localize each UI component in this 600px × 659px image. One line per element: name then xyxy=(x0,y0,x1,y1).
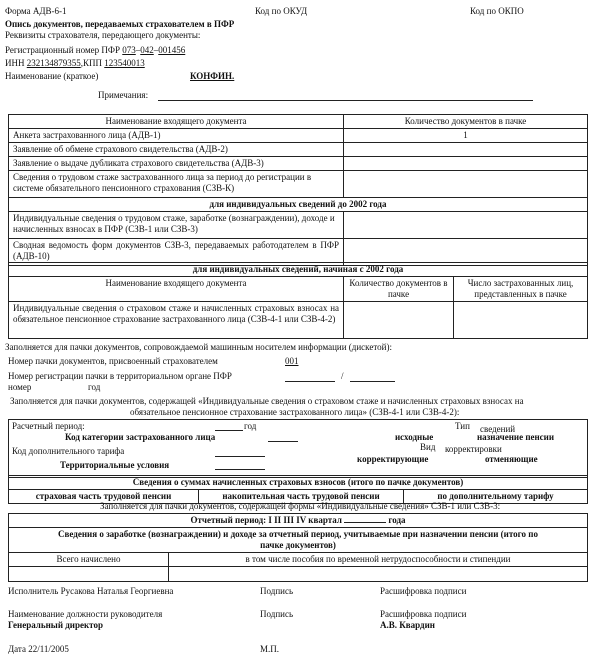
col-header-doc-2002: Наименование входящего документа xyxy=(9,277,344,302)
insurance-part: страховая часть трудовой пенсии xyxy=(9,490,199,504)
szv4-intro-line2: обязательное пенсионное страхование застрахованного лица» (СЗВ-4-1 или СЗВ-4-2): xyxy=(130,407,460,417)
sums-table xyxy=(8,475,588,504)
benefits-value xyxy=(169,567,588,582)
col-header-count-2002: Количество документов в пачке xyxy=(344,277,454,302)
col-header-count: Количество документов в пачке xyxy=(344,115,588,129)
reg-number-label: Регистрационный номер ПФР xyxy=(5,45,121,55)
reg-number-part1: 073 xyxy=(122,45,136,55)
table-row xyxy=(9,212,588,239)
table-row xyxy=(9,302,588,339)
funded-part: накопительная часть трудовой пенсии xyxy=(199,490,404,504)
row-doc-name: Индивидуальные сведения о трудовом стаже, заработке (вознаграждении), доходе и начисленных взносах в ПФР (СЗВ-1 или СЗВ-3) xyxy=(9,212,344,239)
reg-pack-slash: / xyxy=(341,371,344,381)
head-position-value: Генеральный директор xyxy=(8,620,103,630)
kpp-label: КПП xyxy=(83,58,103,68)
reporting-period-label: Отчетный период: I II III IV квартал xyxy=(190,515,342,525)
reg-pack-label: Номер регистрации пачки в территориальном органе ПФР xyxy=(8,371,232,381)
diskette-intro: Заполняется для пачки документов, сопровождаемой машинным носителем информации (дискетой): xyxy=(5,342,392,352)
period-year-label: год xyxy=(244,421,257,431)
col-header-doc: Наименование входящего документа xyxy=(9,115,344,129)
col-header-persons: Число застрахованных лиц, представленных в пачке xyxy=(454,277,588,302)
okud-label: Код по ОКУД xyxy=(255,6,308,16)
earnings-table xyxy=(8,513,588,582)
szv4-intro-line1: Заполняется для пачки документов, содержащей «Индивидуальные сведения о страховом стаже и начисленных страховых взносах на xyxy=(10,396,524,406)
inn-row: ИНН 232134879355,КПП 123540013 xyxy=(5,58,145,68)
head-name: А.В. Квардин xyxy=(380,620,435,630)
notes-line xyxy=(158,100,533,101)
reg-number-row: Регистрационный номер ПФР 073–042–001456 xyxy=(5,45,186,55)
row-doc-name: Сводная ведомость форм документов СЗВ-3, передаваемых работодателем в ПФР (АДВ-10) xyxy=(9,239,344,266)
document-date: Дата 22/11/2005 xyxy=(8,644,69,654)
row-doc-count: 1 xyxy=(344,129,588,143)
benefits-label: в том числе пособия по временной нетрудоспособности и стипендии xyxy=(169,553,588,567)
row-doc-count xyxy=(344,157,588,171)
row-doc-name: Анкета застрахованного лица (АДВ-1) xyxy=(9,129,344,143)
inn-value: 232134879355 xyxy=(26,58,81,68)
category-label: Код категории застрахованного лица xyxy=(65,432,216,442)
requisites-label: Реквизиты страхователя, передающего документы: xyxy=(5,30,201,40)
table-row xyxy=(9,171,588,198)
earnings-title: Сведения о заработке (вознаграждении) и доходе за отчетный период, учитываемые при назначении пенсии (итого по пачке документов) xyxy=(9,528,588,553)
sums-title: Сведения о суммах начисленных страховых взносов (итого по пачке документов) xyxy=(9,476,588,490)
reporting-year-line xyxy=(344,522,386,523)
reg-number-part3: 001456 xyxy=(158,45,186,55)
signature-label-2: Подпись xyxy=(260,609,294,619)
reporting-year-label: года xyxy=(388,515,406,525)
name-label: Наименование (краткое) xyxy=(5,71,99,81)
row-doc-name: Заявление об обмене страхового свидетельства (АДВ-2) xyxy=(9,143,344,157)
szv1-intro: Заполняется для пачки документов, содержащей формы «Индивидуальные сведения» СЗВ-1 или СЗВ-3: xyxy=(100,501,501,511)
svedeniy-label: сведений xyxy=(480,424,516,434)
row-doc-count xyxy=(344,171,588,198)
form-code: Форма АДВ-6-1 xyxy=(5,6,67,16)
territorial-label: Территориальные условия xyxy=(60,460,170,470)
dop-tariff-label: Код дополнительного тарифа xyxy=(12,446,125,456)
pack-number-label: Номер пачки документов, присвоенный страхователем xyxy=(8,356,218,366)
total-accrued-value xyxy=(9,567,169,582)
decode-label-2: Расшифровка подписи xyxy=(380,609,467,619)
row-doc-name: Сведения о трудовом стаже застрахованного лица за период до регистрации в системе обязательного пенсионного страхования (СЗВ-К) xyxy=(9,171,344,198)
otmenyayuschie-label: отменяющие xyxy=(485,454,538,464)
row-doc-count xyxy=(344,212,588,239)
row-doc-count xyxy=(344,143,588,157)
reg-pack-number-label: номер xyxy=(8,382,32,392)
iskhodnye-label: исходные xyxy=(395,432,434,442)
documents-table xyxy=(8,114,588,266)
row-doc-name: Заявление о выдаче дубликата страхового свидетельства (АДВ-3) xyxy=(9,157,344,171)
territorial-line xyxy=(215,469,265,470)
table-row xyxy=(9,129,588,143)
executor: Исполнитель Русакова Наталья Георгиевна xyxy=(8,586,174,596)
inn-label: ИНН xyxy=(5,58,25,68)
row-doc-count xyxy=(344,302,454,339)
document-title: Опись документов, передаваемых страхователем в ПФР xyxy=(5,19,235,29)
row-person-count xyxy=(454,302,588,339)
category-line xyxy=(268,441,298,442)
period-line xyxy=(215,430,243,431)
head-position-label: Наименование должности руководителя xyxy=(8,609,163,619)
type-label: Тип xyxy=(455,421,470,431)
row-doc-name: Индивидуальные сведения о страховом стаже и начисленных страховых взносах на обязательное пенсионное страхование застрахованного лица (СЗВ-4-1 или СЗВ-4-2) xyxy=(9,302,344,339)
extra-tariff: по дополнительному тарифу xyxy=(404,490,588,504)
korrektiruyuschie-label: корректирующие xyxy=(357,454,429,464)
dop-tariff-line xyxy=(215,456,265,457)
section-pre-2002: для индивидуальных сведений до 2002 года xyxy=(9,198,588,212)
kpp-value: 123540013 xyxy=(104,58,145,68)
reporting-period xyxy=(9,514,588,528)
reg-pack-number-line xyxy=(285,381,335,382)
okpo-label: Код по ОКПО xyxy=(470,6,524,16)
period-label: Расчетный период: xyxy=(12,421,85,431)
total-accrued-label: Всего начислено xyxy=(9,553,169,567)
stamp-place: М.П. xyxy=(260,644,280,654)
table-row xyxy=(9,143,588,157)
documents-table-2002 xyxy=(8,262,588,339)
decode-label-1: Расшифровка подписи xyxy=(380,586,467,596)
pack-number-value: 001 xyxy=(285,356,299,366)
table-row xyxy=(9,157,588,171)
vid-label: Вид xyxy=(420,442,436,452)
signature-label-1: Подпись xyxy=(260,586,294,596)
reg-pack-year-line xyxy=(350,381,395,382)
korrekt-label: корректировки xyxy=(445,444,502,454)
name-value: КОНФИН. xyxy=(190,71,235,81)
reg-number-part2: 042 xyxy=(140,45,154,55)
notes-label: Примечания: xyxy=(98,90,149,100)
reg-pack-year-label: год xyxy=(88,382,101,392)
section-from-2002: для индивидуальных сведений, начиная с 2002 года xyxy=(9,263,588,277)
naznachenie-label: назначение пенсии xyxy=(477,432,555,442)
